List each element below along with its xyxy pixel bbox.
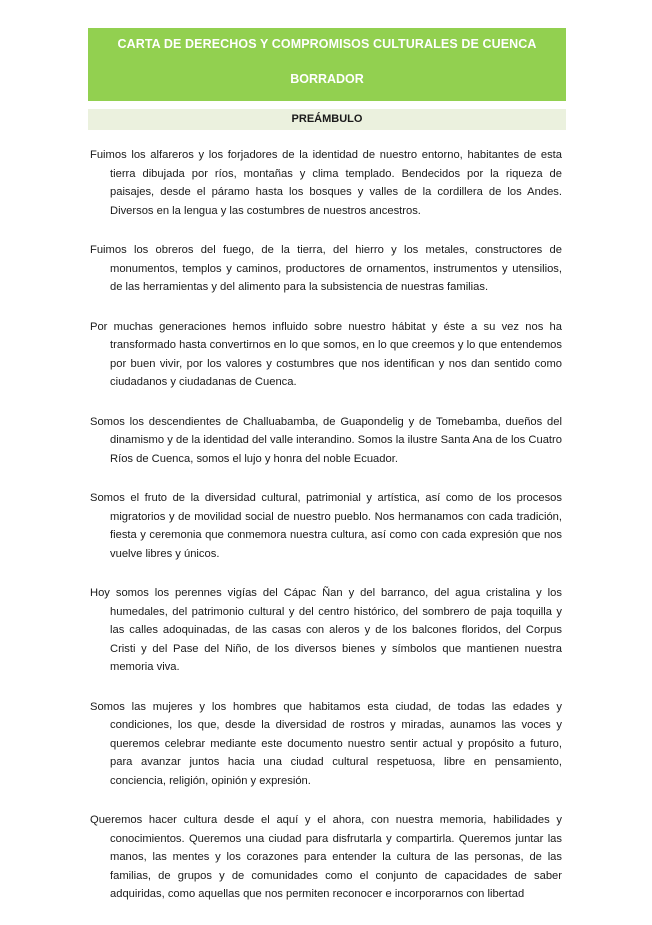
paragraph-8: Queremos hacer cultura desde el aquí y el ahora, con nuestra memoria, habilidades y conocimientos. Queremos una ciudad para disfrutarla y compartirla. Queremos juntar las manos, las mentes y los corazones para entender la cultura de las personas, de las familias, de grupos y de comunidades como el conjunto de capacidades de saber adquiridas, como aquellas que nos permiten reconocer e incorporarnos con libertad: [90, 814, 562, 900]
paragraph-3: Por muchas generaciones hemos influido sobre nuestro hábitat y éste a su vez nos ha transformado hasta convertirnos en lo que somos, en lo que creemos y lo que entendemos por buen vivir, por los valores y costumbres que nos identifican y nos dan sentido como ciudadanos y ciudadanas de Cuenca.: [90, 320, 562, 388]
paragraph-2: Fuimos los obreros del fuego, de la tierra, del hierro y los metales, constructores de monumentos, templos y caminos, productores de ornamentos, instrumentos y utensilios, de las herramientas y del alimento para la subsistencia de nuestras familias.: [90, 244, 562, 293]
document-title: CARTA DE DERECHOS Y COMPROMISOS CULTURALES DE CUENCA: [117, 37, 537, 51]
paragraph-5: Somos el fruto de la diversidad cultural, patrimonial y artística, así como de los procesos migratorios y de movilidad social de nuestro pueblo. Nos hermanamos con cada tradición, fiesta y ceremonia que conmemora nuestra cultura, así como con cada expresión que nos vuelve libres y únicos.: [90, 492, 562, 560]
title-banner: [88, 28, 566, 101]
paragraph-4: Somos los descendientes de Challuabamba, de Guapondelig y de Tomebamba, dueños del dinamismo y de la identidad del valle interandino. Somos la ilustre Santa Ana de los Cuatro Ríos de Cuenca, somos el lujo y honra del noble Ecuador.: [90, 415, 562, 465]
section-heading: PREÁMBULO: [88, 109, 566, 130]
paragraph-1: Fuimos los alfareros y los forjadores de la identidad de nuestro entorno, habitantes de esta tierra dibujada por ríos, montañas y clima templado. Bendecidos por la riqueza de paisajes, desde el páramo hasta los bosques y valles de la cordillera de los Andes. Diversos en la lengua y las costumbres de nuestros ancestros.: [90, 149, 562, 217]
paragraph-6: Hoy somos los perennes vigías del Cápac Ñan y del barranco, del agua cristalina y los humedales, del patrimonio cultural y del centro histórico, del sombrero de paja toquilla y las calles adoquinadas, de las casas con aleros y de los balcones floridos, del Corpus Cristi y del Pase del Niño, de los diversos bienes y símbolos que mantienen nuestra memoria viva.: [90, 587, 562, 673]
document-status-label: BORRADOR: [290, 72, 364, 86]
document-body: [90, 146, 562, 925]
paragraph-7: Somos las mujeres y los hombres que habitamos esta ciudad, de todas las edades y condiciones, los que, desde la diversidad de rostros y miradas, aunamos las voces y queremos celebrar mediante este documento nuestro sentir actual y propósito a futuro, para avanzar juntos hacia una ciudad cultural respetuosa, libre en pensamiento, conciencia, religión, opinión y expresión.: [90, 700, 562, 787]
